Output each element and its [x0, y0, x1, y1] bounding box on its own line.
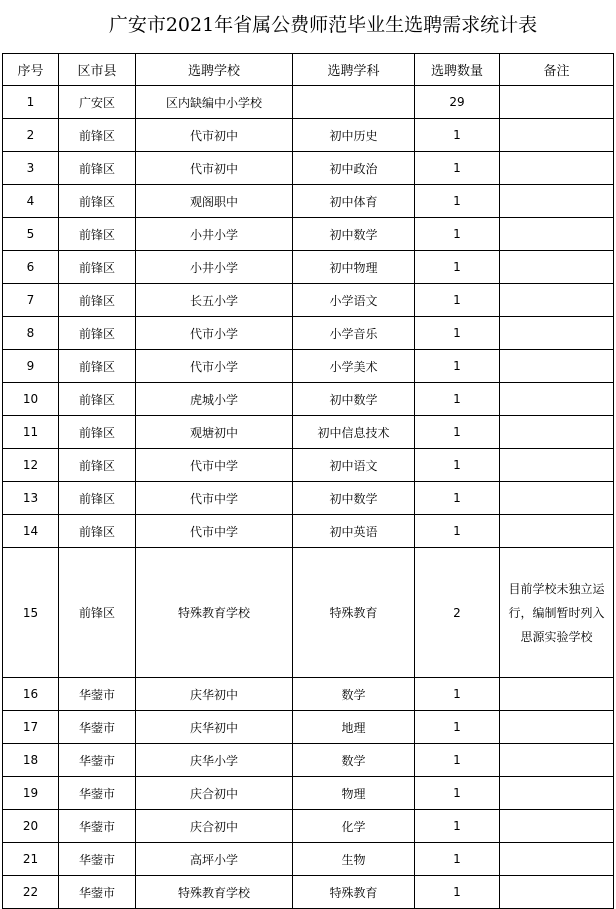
- cell-subject: 初中体育: [293, 185, 415, 218]
- cell-no: 14: [3, 515, 59, 548]
- cell-no: 15: [3, 548, 59, 678]
- cell-note: [500, 218, 614, 251]
- cell-count: 1: [415, 678, 500, 711]
- cell-district: 前锋区: [59, 383, 136, 416]
- cell-count: 1: [415, 383, 500, 416]
- cell-subject: 小学语文: [293, 284, 415, 317]
- cell-school: 观阁职中: [136, 185, 293, 218]
- cell-count: 1: [415, 515, 500, 548]
- cell-note: [500, 416, 614, 449]
- cell-school: 庆合初中: [136, 810, 293, 843]
- cell-no: 18: [3, 744, 59, 777]
- cell-school: 代市中学: [136, 515, 293, 548]
- cell-no: 10: [3, 383, 59, 416]
- cell-no: 11: [3, 416, 59, 449]
- cell-school: 区内缺编中小学校: [136, 86, 293, 119]
- cell-note: [500, 810, 614, 843]
- header-count: 选聘数量: [415, 54, 500, 86]
- cell-subject: 初中物理: [293, 251, 415, 284]
- cell-district: 前锋区: [59, 350, 136, 383]
- table-row: [3, 548, 614, 678]
- header-district: 区市县: [59, 54, 136, 86]
- cell-count: 1: [415, 152, 500, 185]
- cell-note: [500, 482, 614, 515]
- cell-subject: 初中英语: [293, 515, 415, 548]
- table-row: [3, 482, 614, 515]
- cell-count: 1: [415, 350, 500, 383]
- document-title: 广安市2021年省属公费师范毕业生选聘需求统计表: [108, 14, 538, 36]
- cell-district: 华蓥市: [59, 711, 136, 744]
- table-row: [3, 876, 614, 909]
- requirements-table: [2, 53, 614, 909]
- cell-school: 代市初中: [136, 152, 293, 185]
- cell-school: 代市中学: [136, 449, 293, 482]
- cell-subject: 初中数学: [293, 482, 415, 515]
- cell-school: 庆华初中: [136, 711, 293, 744]
- cell-subject: 数学: [293, 744, 415, 777]
- cell-count: 1: [415, 482, 500, 515]
- cell-district: 华蓥市: [59, 810, 136, 843]
- cell-district: 前锋区: [59, 152, 136, 185]
- cell-district: 前锋区: [59, 119, 136, 152]
- cell-district: 前锋区: [59, 416, 136, 449]
- cell-subject: 小学美术: [293, 350, 415, 383]
- table-row: [3, 86, 614, 119]
- cell-subject: 特殊教育: [293, 548, 415, 678]
- table-row: [3, 777, 614, 810]
- cell-district: 前锋区: [59, 548, 136, 678]
- cell-school: 庆华小学: [136, 744, 293, 777]
- cell-note: [500, 317, 614, 350]
- cell-no: 4: [3, 185, 59, 218]
- cell-count: 1: [415, 711, 500, 744]
- cell-no: 3: [3, 152, 59, 185]
- cell-note: [500, 284, 614, 317]
- cell-subject: 初中历史: [293, 119, 415, 152]
- table-row: [3, 152, 614, 185]
- cell-district: 前锋区: [59, 284, 136, 317]
- table-row: [3, 744, 614, 777]
- header-subject: 选聘学科: [293, 54, 415, 86]
- cell-note: [500, 678, 614, 711]
- table-row: [3, 218, 614, 251]
- cell-district: 前锋区: [59, 218, 136, 251]
- header-school: 选聘学校: [136, 54, 293, 86]
- cell-district: 华蓥市: [59, 744, 136, 777]
- cell-district: 华蓥市: [59, 678, 136, 711]
- cell-no: 5: [3, 218, 59, 251]
- cell-district: 华蓥市: [59, 777, 136, 810]
- cell-subject: 小学音乐: [293, 317, 415, 350]
- cell-count: 1: [415, 119, 500, 152]
- cell-district: 华蓥市: [59, 843, 136, 876]
- table-header-row: [3, 54, 614, 86]
- cell-count: 1: [415, 876, 500, 909]
- cell-district: 前锋区: [59, 317, 136, 350]
- cell-subject: 物理: [293, 777, 415, 810]
- cell-count: 1: [415, 317, 500, 350]
- cell-no: 2: [3, 119, 59, 152]
- cell-district: 前锋区: [59, 449, 136, 482]
- cell-count: 1: [415, 416, 500, 449]
- header-no: 序号: [3, 54, 59, 86]
- table-row: [3, 350, 614, 383]
- cell-subject: 生物: [293, 843, 415, 876]
- cell-school: 小井小学: [136, 251, 293, 284]
- cell-school: 特殊教育学校: [136, 876, 293, 909]
- cell-no: 21: [3, 843, 59, 876]
- cell-note: [500, 711, 614, 744]
- cell-no: 7: [3, 284, 59, 317]
- cell-school: 虎城小学: [136, 383, 293, 416]
- cell-subject: [293, 86, 415, 119]
- cell-no: 22: [3, 876, 59, 909]
- cell-district: 前锋区: [59, 515, 136, 548]
- cell-subject: 数学: [293, 678, 415, 711]
- table-row: [3, 515, 614, 548]
- cell-school: 庆合初中: [136, 777, 293, 810]
- cell-note: [500, 185, 614, 218]
- table-row: [3, 284, 614, 317]
- table-row: [3, 711, 614, 744]
- table-row: [3, 251, 614, 284]
- cell-school: 特殊教育学校: [136, 548, 293, 678]
- cell-school: 代市小学: [136, 317, 293, 350]
- cell-note: [500, 383, 614, 416]
- cell-no: 20: [3, 810, 59, 843]
- cell-subject: 初中信息技术: [293, 416, 415, 449]
- cell-subject: 初中数学: [293, 383, 415, 416]
- cell-subject: 初中语文: [293, 449, 415, 482]
- cell-school: 代市小学: [136, 350, 293, 383]
- cell-count: 1: [415, 284, 500, 317]
- cell-subject: 初中政治: [293, 152, 415, 185]
- cell-note: [500, 449, 614, 482]
- cell-no: 1: [3, 86, 59, 119]
- cell-school: 代市中学: [136, 482, 293, 515]
- table-row: [3, 810, 614, 843]
- cell-no: 8: [3, 317, 59, 350]
- table-row: [3, 449, 614, 482]
- cell-count: 1: [415, 744, 500, 777]
- cell-count: 1: [415, 810, 500, 843]
- table-row: [3, 843, 614, 876]
- cell-school: 小井小学: [136, 218, 293, 251]
- cell-subject: 化学: [293, 810, 415, 843]
- cell-school: 高坪小学: [136, 843, 293, 876]
- cell-subject: 地理: [293, 711, 415, 744]
- table-row: [3, 383, 614, 416]
- table-row: [3, 416, 614, 449]
- cell-count: 1: [415, 843, 500, 876]
- cell-school: 长五小学: [136, 284, 293, 317]
- cell-note: [500, 515, 614, 548]
- cell-note: [500, 152, 614, 185]
- cell-note: [500, 350, 614, 383]
- cell-note: [500, 777, 614, 810]
- cell-note: [500, 876, 614, 909]
- table-row: [3, 119, 614, 152]
- cell-district: 前锋区: [59, 251, 136, 284]
- cell-no: 12: [3, 449, 59, 482]
- cell-count: 2: [415, 548, 500, 678]
- cell-count: 1: [415, 251, 500, 284]
- cell-school: 代市初中: [136, 119, 293, 152]
- cell-no: 13: [3, 482, 59, 515]
- cell-count: 1: [415, 777, 500, 810]
- cell-note: 目前学校未独立运行，编制暂时列入思源实验学校: [500, 548, 614, 678]
- table-row: [3, 678, 614, 711]
- cell-no: 16: [3, 678, 59, 711]
- cell-count: 1: [415, 185, 500, 218]
- cell-school: 观塘初中: [136, 416, 293, 449]
- cell-count: 29: [415, 86, 500, 119]
- cell-school: 庆华初中: [136, 678, 293, 711]
- cell-no: 9: [3, 350, 59, 383]
- cell-subject: 特殊教育: [293, 876, 415, 909]
- cell-note: [500, 86, 614, 119]
- cell-district: 前锋区: [59, 482, 136, 515]
- cell-district: 华蓥市: [59, 876, 136, 909]
- cell-district: 广安区: [59, 86, 136, 119]
- cell-note: [500, 843, 614, 876]
- cell-note: [500, 744, 614, 777]
- cell-count: 1: [415, 449, 500, 482]
- cell-no: 6: [3, 251, 59, 284]
- cell-district: 前锋区: [59, 185, 136, 218]
- table-row: [3, 185, 614, 218]
- table-row: [3, 317, 614, 350]
- cell-no: 19: [3, 777, 59, 810]
- cell-no: 17: [3, 711, 59, 744]
- cell-count: 1: [415, 218, 500, 251]
- cell-note: [500, 119, 614, 152]
- cell-note: [500, 251, 614, 284]
- header-note: 备注: [500, 54, 614, 86]
- cell-subject: 初中数学: [293, 218, 415, 251]
